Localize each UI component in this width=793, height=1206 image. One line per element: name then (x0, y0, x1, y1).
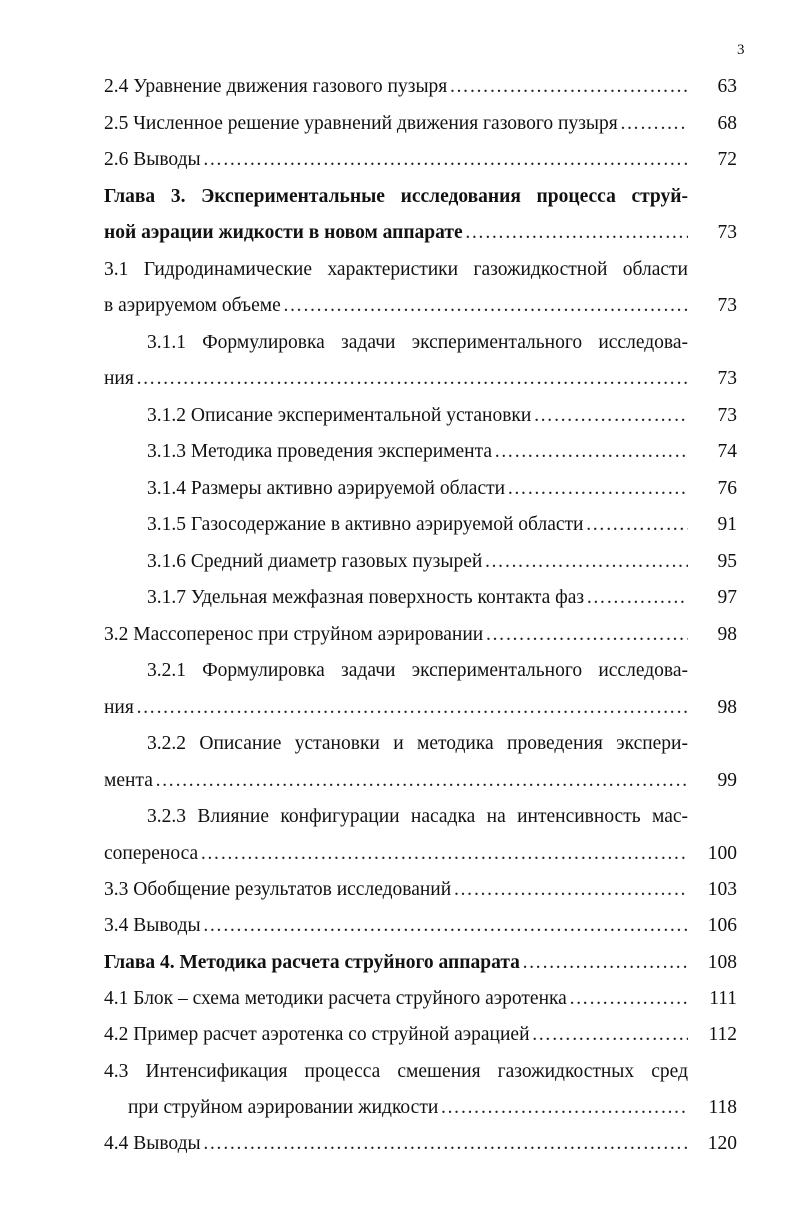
toc-entry-3-1-5 (147, 512, 688, 538)
toc-entry-page: 63 (717, 76, 737, 97)
toc-entry-page: 95 (717, 551, 737, 572)
toc-entry-page: 100 (707, 843, 737, 864)
toc-entry-page: 73 (717, 368, 737, 389)
toc-entry-3-2-1 (104, 695, 688, 721)
leader-dots (203, 1131, 688, 1157)
toc-entry-3-1-1-line1: 3.1.1 Формулировка задачи экспериментального исследова- (147, 332, 688, 353)
toc-entry-title: 3.1.4 Размеры активно аэрируемой области (147, 478, 506, 499)
leader-dots (136, 366, 688, 392)
toc-entry-title: 2.6 Выводы (104, 149, 201, 170)
toc-entry-3-2-1-line1: 3.2.1 Формулировка задачи экспериментального исследова- (147, 660, 688, 681)
toc-entry-3-1-6 (147, 549, 688, 575)
toc-entry-4-2 (104, 1022, 688, 1048)
leader-dots (136, 695, 688, 721)
toc-entry-3-2-2-line1: 3.2.2 Описание установки и методика проведения экспери- (147, 733, 688, 754)
leader-dots (465, 220, 688, 246)
page-number: 3 (737, 42, 745, 58)
toc-entry-title: 3.2 Массоперенос при струйном аэрировании (104, 624, 484, 645)
toc-entry-4-3 (128, 1095, 688, 1121)
leader-dots (200, 841, 688, 867)
leader-dots (533, 403, 688, 429)
toc-entry-page: 118 (708, 1097, 737, 1118)
toc-entry-3-2-3 (104, 841, 688, 867)
toc-entry-3-2-2 (104, 768, 688, 794)
toc-entry-3-1-2 (147, 403, 688, 429)
toc-entry-title: сопереноса (104, 843, 199, 864)
toc-entry-page: 73 (717, 222, 737, 243)
toc-entry-title: ной аэрации жидкости в новом аппарате (104, 222, 463, 243)
leader-dots (453, 877, 688, 903)
leader-dots (440, 1095, 688, 1121)
toc-entry-page: 76 (717, 478, 737, 499)
toc-entry-title: 3.1.5 Газосодержание в активно аэрируемой области (147, 514, 584, 535)
toc-entry-page: 97 (717, 587, 737, 608)
leader-dots (203, 913, 688, 939)
toc-entry-3-3 (104, 877, 688, 903)
toc-chapter-3 (104, 220, 688, 246)
toc-entry-3-1-1 (104, 366, 688, 392)
toc-entry-4-1 (104, 986, 688, 1012)
leader-dots (203, 147, 688, 173)
toc-entry-title: 3.1.3 Методика проведения эксперимента (147, 441, 492, 462)
toc-entry-3-2-3-line1: 3.2.3 Влияние конфигурации насадка на интенсивность мас- (147, 806, 688, 827)
leader-dots (507, 476, 688, 502)
toc-entry-page: 99 (717, 770, 737, 791)
leader-dots (484, 549, 688, 575)
toc-entry-title: Глава 4. Методика расчета струйного аппарата (104, 952, 520, 973)
toc-entry-page: 72 (717, 149, 737, 170)
leader-dots (449, 74, 688, 100)
toc-entry-title: 4.1 Блок – схема методики расчета струйного аэротенка (104, 988, 567, 1009)
toc-entry-title: 3.1.6 Средний диаметр газовых пузырей (147, 551, 483, 572)
toc-entry-title: 2.4 Уравнение движения газового пузыря (104, 76, 448, 97)
toc-entry-page: 112 (708, 1024, 737, 1045)
toc-entry-title: 3.1.2 Описание экспериментальной установки (147, 405, 532, 426)
leader-dots (620, 111, 688, 137)
toc-entry-3-1-7 (147, 585, 688, 611)
toc-entry-3-4 (104, 913, 688, 939)
toc-entry-4-3-line1: 4.3 Интенсификация процесса смешения газожидкостных сред (104, 1061, 688, 1082)
toc-entry-title: 3.4 Выводы (104, 915, 201, 936)
toc-entry-title: 4.2 Пример расчет аэротенка со струйной аэрацией (104, 1024, 530, 1045)
leader-dots (532, 1022, 688, 1048)
toc-chapter-4 (104, 950, 688, 976)
toc-entry-2-5 (104, 111, 688, 137)
toc-entry-page: 106 (707, 915, 737, 936)
toc-entry-title: ния (104, 697, 134, 718)
leader-dots (494, 439, 688, 465)
toc-entry-3-1-4 (147, 476, 688, 502)
toc-entry-title: ния (104, 368, 134, 389)
leader-dots (569, 986, 688, 1012)
toc-entry-page: 74 (717, 441, 737, 462)
toc-entry-page: 111 (709, 988, 737, 1009)
toc-entry-page: 120 (707, 1133, 737, 1154)
toc-entry-page: 68 (717, 113, 737, 134)
toc-entry-page: 98 (717, 624, 737, 645)
toc-chapter-3-line1: Глава 3. Экспериментальные исследования процесса струй- (104, 186, 688, 207)
toc-entry-3-1-3 (147, 439, 688, 465)
toc-entry-page: 108 (707, 952, 737, 973)
leader-dots (283, 293, 688, 319)
toc-entry-title: 2.5 Численное решение уравнений движения газового пузыря (104, 113, 618, 134)
toc-entry-title: при струйном аэрировании жидкости (128, 1097, 439, 1118)
toc-entry-title: 3.1.7 Удельная межфазная поверхность контакта фаз (147, 587, 585, 608)
leader-dots (522, 950, 688, 976)
toc-entry-2-4 (104, 74, 688, 100)
toc-entry-4-4 (104, 1131, 688, 1157)
toc-entry-2-6 (104, 147, 688, 173)
leader-dots (155, 768, 688, 794)
toc-entry-page: 73 (717, 295, 737, 316)
toc-entry-title: 3.3 Обобщение результатов исследований (104, 879, 452, 900)
toc-entry-page: 103 (707, 879, 737, 900)
toc-entry-page: 73 (717, 405, 737, 426)
toc-entry-title: в аэрируемом объеме (104, 295, 281, 316)
leader-dots (585, 512, 688, 538)
leader-dots (485, 622, 688, 648)
toc-entry-3-2 (104, 622, 688, 648)
leader-dots (586, 585, 688, 611)
toc-entry-page: 91 (717, 514, 737, 535)
toc-entry-3-1-line1: 3.1 Гидродинамические характеристики газожидкостной области (104, 259, 688, 280)
toc-entry-title: мента (104, 770, 153, 791)
toc-entry-3-1 (104, 293, 688, 319)
toc-entry-title: 4.4 Выводы (104, 1133, 201, 1154)
toc-entry-page: 98 (717, 697, 737, 718)
